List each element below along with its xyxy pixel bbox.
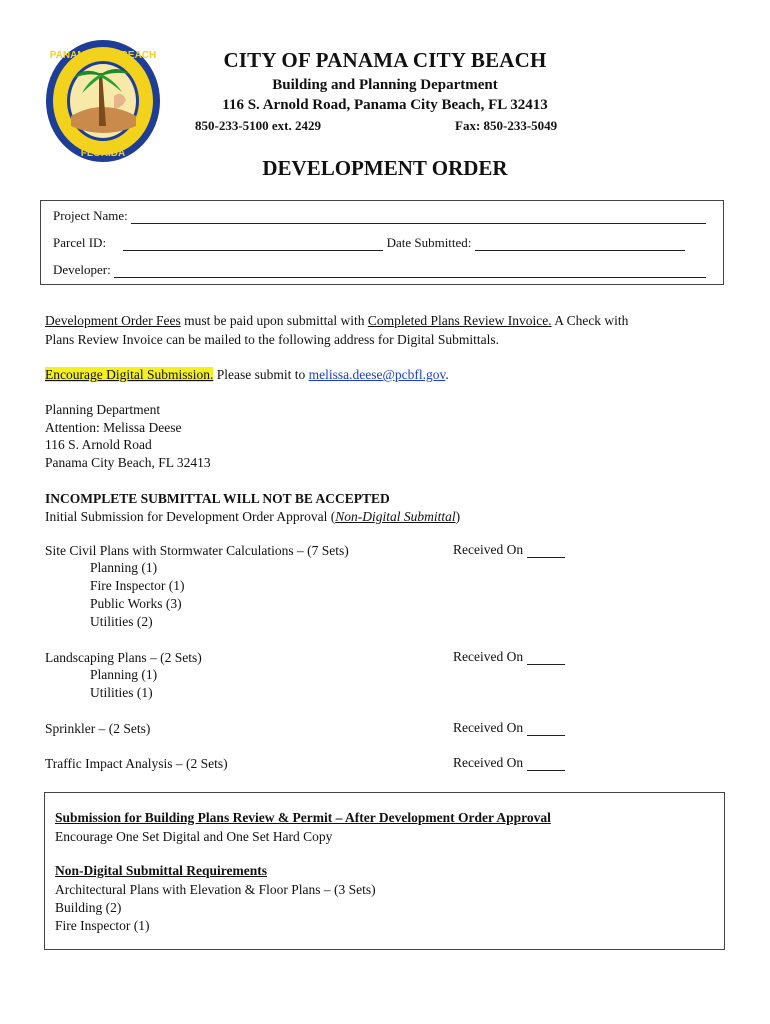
initial-submission-line xyxy=(45,508,460,526)
fees-text-1: must be paid upon submittal with xyxy=(180,313,368,328)
city-name: CITY OF PANAMA CITY BEACH xyxy=(223,48,547,72)
fax-number: Fax: 850-233-5049 xyxy=(455,118,558,133)
department-name: Building and Planning Department xyxy=(272,77,498,93)
initial-submission-end: ) xyxy=(455,509,461,524)
seal-bottom-text: FLORIDA xyxy=(80,148,126,159)
fees-line-1 xyxy=(45,312,628,330)
parcel-id-field[interactable] xyxy=(123,238,383,251)
traffic-received xyxy=(453,755,565,771)
sprinkler-title: Sprinkler – (2 Sets) xyxy=(45,721,151,736)
mailing-line-4: Panama City Beach, FL 32413 xyxy=(45,455,211,470)
plans-review-invoice-link[interactable]: Completed Plans Review Invoice. xyxy=(367,313,552,328)
building-line-4: Fire Inspector (1) xyxy=(55,918,150,933)
site-civil-received xyxy=(453,542,565,558)
digital-submission-line xyxy=(45,366,449,384)
encourage-digital-text: Encourage Digital Submission. xyxy=(45,367,214,382)
digital-end: . xyxy=(445,367,449,382)
department-address: 116 S. Arnold Road, Panama City Beach, FL 32413 xyxy=(222,97,548,113)
non-digital-text: Non-Digital Submittal xyxy=(335,509,456,524)
building-plans-box xyxy=(44,792,725,950)
phone-number: 850-233-5100 ext. 2429 xyxy=(195,118,322,133)
project-info-box xyxy=(40,200,724,285)
received-label: Received On xyxy=(453,542,524,557)
site-civil-title: Site Civil Plans with Stormwater Calculations – (7 Sets) xyxy=(45,543,349,558)
parcel-id-label: Parcel ID: xyxy=(53,235,107,250)
list-item: Fire Inspector (1) xyxy=(90,578,185,593)
developer-row xyxy=(53,262,706,278)
developer-label: Developer: xyxy=(53,262,111,277)
traffic-title: Traffic Impact Analysis – (2 Sets) xyxy=(45,756,228,771)
digital-text: Please submit to xyxy=(213,367,309,382)
incomplete-heading: INCOMPLETE SUBMITTAL WILL NOT BE ACCEPTED xyxy=(45,491,390,506)
mailing-line-1: Planning Department xyxy=(45,402,161,417)
landscaping-received xyxy=(453,649,565,665)
developer-field[interactable] xyxy=(114,265,706,278)
sprinkler-received-field[interactable] xyxy=(527,723,565,736)
building-line-3: Building (2) xyxy=(55,900,122,915)
received-label: Received On xyxy=(453,720,524,735)
project-name-label: Project Name: xyxy=(53,208,128,223)
list-item: Utilities (1) xyxy=(90,685,153,700)
list-item: Planning (1) xyxy=(90,667,158,682)
fees-text-2: A Check with xyxy=(551,313,629,328)
list-item: Planning (1) xyxy=(90,560,158,575)
mailing-line-3: 116 S. Arnold Road xyxy=(45,437,152,452)
encourage-digital-highlight xyxy=(45,367,213,382)
email-link[interactable]: melissa.deese@pcbfl.gov xyxy=(308,367,446,382)
list-item: Public Works (3) xyxy=(90,596,182,611)
received-label: Received On xyxy=(453,649,524,664)
city-seal-logo xyxy=(44,38,162,164)
date-submitted-field[interactable] xyxy=(475,238,685,251)
building-heading: Submission for Building Plans Review & Permit – After Development Order Approval xyxy=(55,810,551,825)
received-label: Received On xyxy=(453,755,524,770)
list-item: Utilities (2) xyxy=(90,614,153,629)
seal-top-text: PANAMA CITY BEACH xyxy=(49,50,157,61)
initial-submission-text: Initial Submission for Development Order Approval ( xyxy=(45,509,336,524)
site-civil-received-field[interactable] xyxy=(527,545,565,558)
parcel-row xyxy=(53,235,685,251)
date-submitted-label: Date Submitted: xyxy=(386,235,472,250)
form-title: DEVELOPMENT ORDER xyxy=(262,156,508,180)
project-name-field[interactable] xyxy=(131,211,706,224)
building-line-1: Encourage One Set Digital and One Set Hard Copy xyxy=(55,829,333,844)
development-order-fees-link[interactable]: Development Order Fees xyxy=(45,313,181,328)
landscaping-received-field[interactable] xyxy=(527,652,565,665)
traffic-received-field[interactable] xyxy=(527,758,565,771)
sprinkler-received xyxy=(453,720,565,736)
landscaping-title: Landscaping Plans – (2 Sets) xyxy=(45,650,202,665)
mailing-line-2: Attention: Melissa Deese xyxy=(45,420,182,435)
building-line-2: Architectural Plans with Elevation & Floor Plans – (3 Sets) xyxy=(55,882,376,897)
project-name-row xyxy=(53,208,706,224)
fees-line-2: Plans Review Invoice can be mailed to the following address for Digital Submittals. xyxy=(45,332,500,347)
non-digital-heading: Non-Digital Submittal Requirements xyxy=(55,863,268,878)
